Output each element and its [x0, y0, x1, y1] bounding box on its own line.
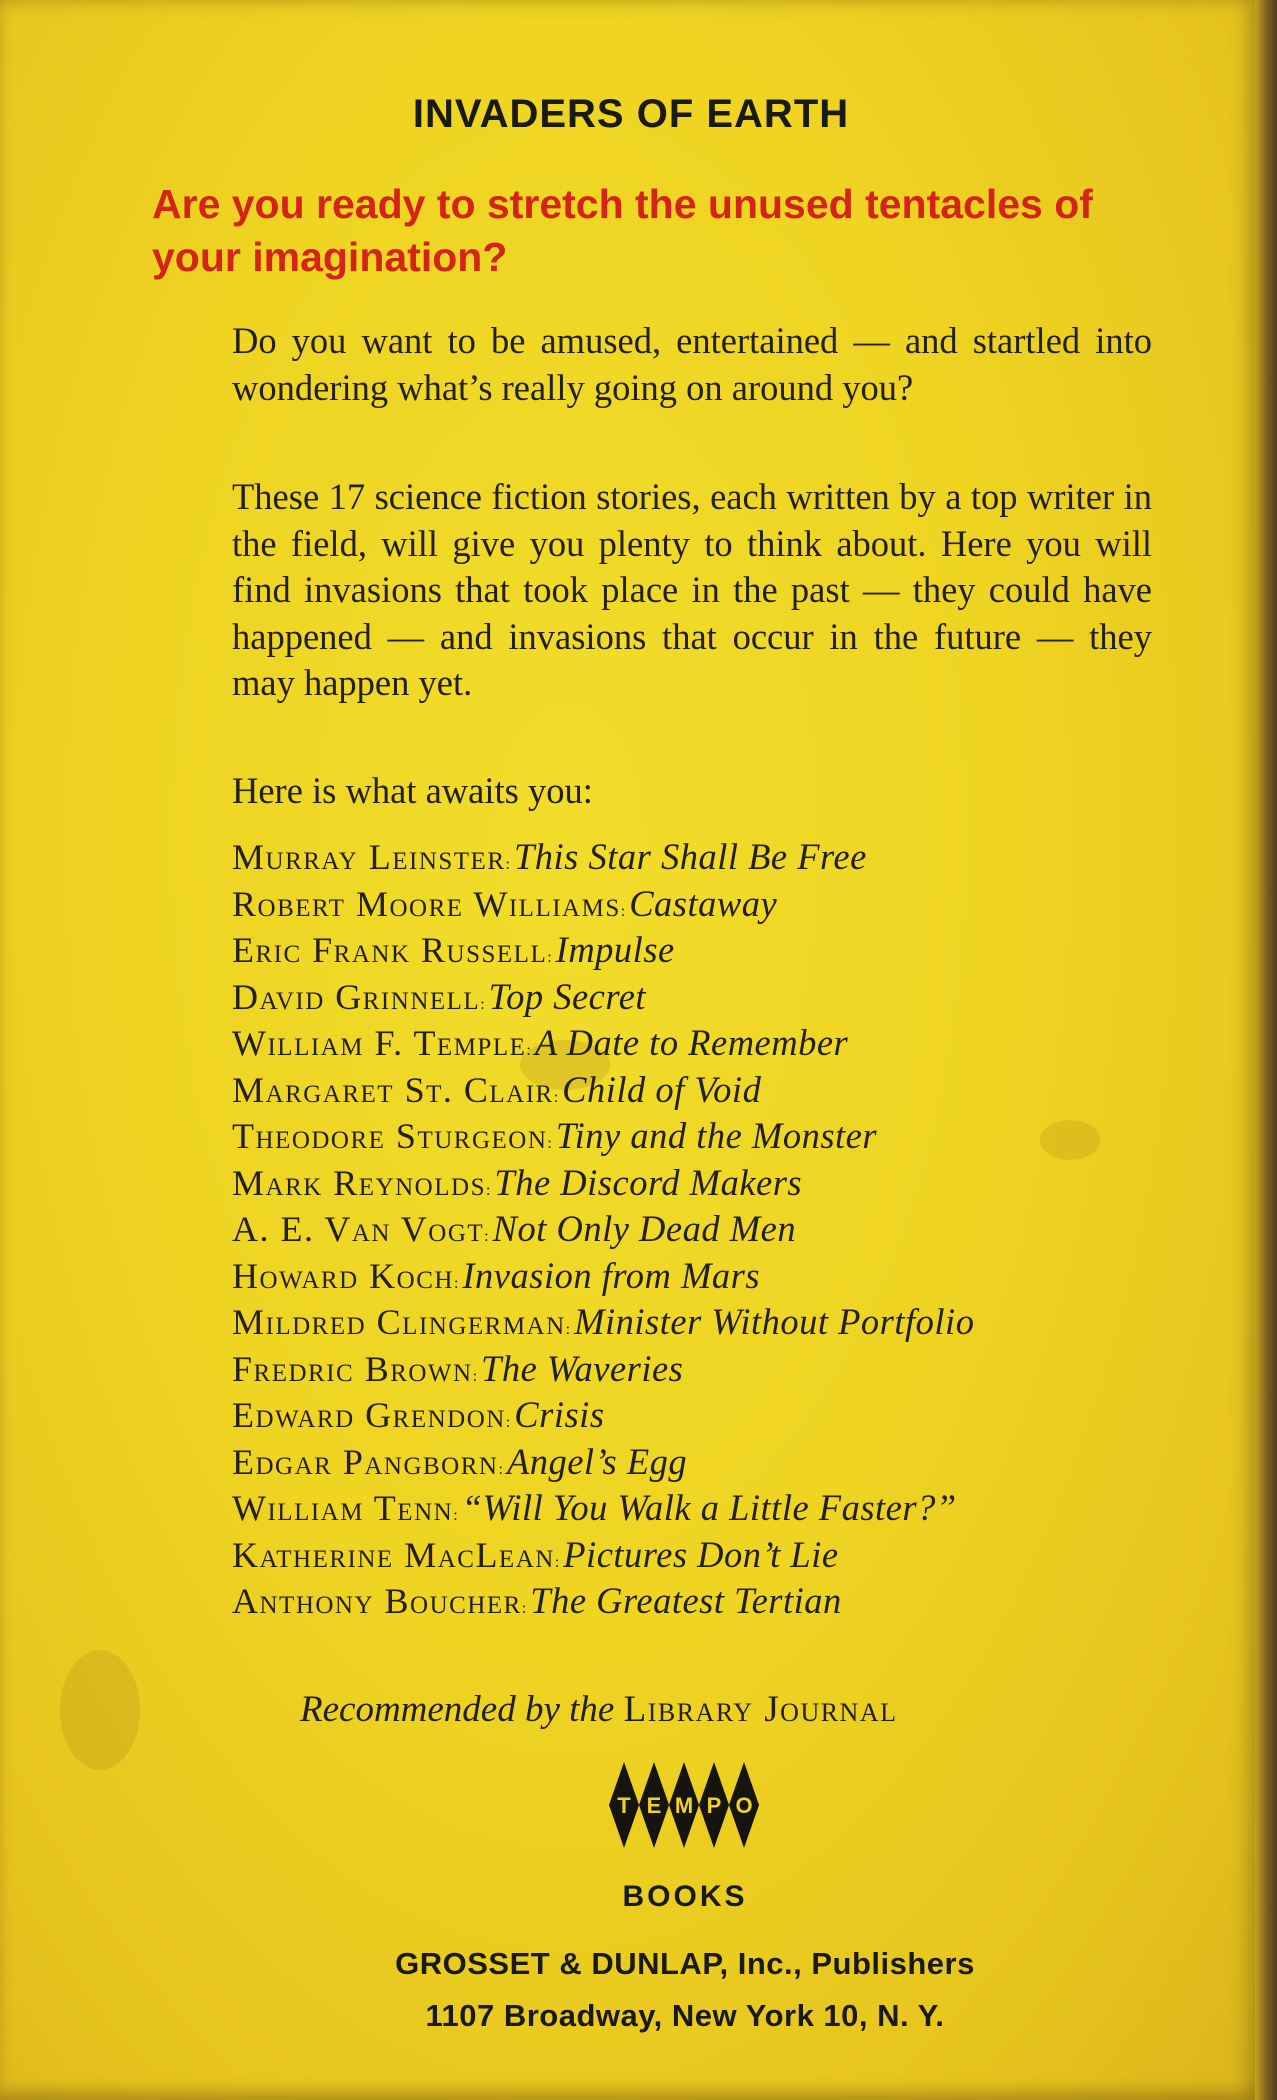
logo-subtitle: BOOKS [622, 1880, 748, 1913]
separator: : [453, 1507, 462, 1524]
story-title: Invasion from Mars [462, 1254, 761, 1296]
story-title: Tiny and the Monster [555, 1115, 878, 1156]
contents-entry [232, 1532, 1172, 1579]
tagline: Are you ready to stretch the unused tentacles of your imagination? [152, 181, 1093, 280]
logo-diamond [639, 1762, 669, 1848]
contents-entry [232, 927, 1172, 974]
story-title: Top Secret [488, 975, 647, 1017]
contents-entry [232, 1485, 1172, 1532]
contents-entry [232, 881, 1172, 928]
contents-intro: Here is what awaits you: [232, 770, 593, 811]
stain [60, 1650, 140, 1770]
contents-entry [232, 1578, 1172, 1625]
separator: : [547, 949, 556, 966]
separator: : [480, 995, 489, 1013]
separator: : [553, 1088, 563, 1106]
story-author: William Tenn [232, 1488, 454, 1528]
story-author: Margaret St. Clair [232, 1069, 554, 1110]
story-author: Eric Frank Russell [232, 930, 548, 970]
story-author: Anthony Boucher [232, 1581, 522, 1621]
separator: : [485, 1181, 495, 1199]
story-title: The Greatest Tertian [530, 1580, 842, 1621]
story-title: Minister Without Portfolio [574, 1301, 975, 1342]
separator: : [565, 1321, 575, 1338]
story-title: The Waveries [481, 1347, 684, 1389]
contents-entry [232, 1346, 1172, 1393]
contents-entry [232, 1439, 1172, 1486]
logo-letter: T [617, 1793, 631, 1818]
logo-diamond [609, 1762, 639, 1848]
separator: : [505, 1414, 515, 1431]
story-author: A. E. Van Vogt [232, 1209, 485, 1249]
story-author: David Grinnell [232, 976, 481, 1017]
story-title: Child of Void [562, 1068, 762, 1110]
story-title: Angel’s Egg [506, 1440, 688, 1482]
story-title: Not Only Dead Men [492, 1208, 797, 1249]
story-author: Howard Koch [232, 1255, 454, 1296]
story-author: Fredric Brown [232, 1348, 473, 1389]
logo-diamond [669, 1762, 699, 1848]
contents-entry [232, 974, 1172, 1021]
separator: : [554, 1553, 564, 1571]
story-title: “Will You Walk a Little Faster?” [461, 1487, 957, 1528]
publisher-address: 1107 Broadway, New York 10, N. Y. [425, 1998, 945, 2033]
contents-entry [232, 834, 1172, 881]
story-author: Edgar Pangborn [232, 1441, 499, 1482]
story-author: Katherine MacLean [232, 1534, 555, 1575]
story-author: William F. Temple [232, 1023, 527, 1063]
story-author: Mark Reynolds [232, 1162, 486, 1203]
separator: : [472, 1367, 482, 1385]
story-author: Mildred Clingerman [232, 1302, 566, 1342]
story-author: Edward Grendon [232, 1395, 506, 1435]
contents-entry [232, 1392, 1172, 1439]
logo-letter: M [674, 1793, 694, 1818]
logo-letter: P [706, 1793, 722, 1818]
publisher-name: GROSSET & DUNLAP, Inc., Publishers [395, 1946, 975, 1981]
story-title: Castaway [629, 882, 778, 924]
logo-letter: O [735, 1793, 753, 1818]
contents-entry [232, 1160, 1172, 1207]
book-title: INVADERS OF EARTH [412, 92, 850, 136]
separator: : [547, 1135, 556, 1152]
separator: : [526, 1042, 535, 1059]
tempo-logo [608, 1760, 760, 1850]
separator: : [521, 1600, 531, 1617]
separator: : [505, 856, 514, 873]
story-title: A Date to Remember [534, 1022, 849, 1063]
contents-entry [232, 1253, 1172, 1300]
contents-entry [232, 1113, 1172, 1160]
book-spine-edge [1255, 0, 1277, 2100]
separator: : [484, 1228, 493, 1245]
recommendation [300, 1688, 1200, 1731]
story-author: Murray Leinster [232, 837, 506, 877]
contents-list [232, 834, 1172, 1625]
logo-diamond [729, 1762, 759, 1848]
separator: : [498, 1460, 507, 1478]
story-title: Impulse [555, 929, 675, 970]
contents-entry [232, 1206, 1172, 1253]
recommendation-source: Library Journal [623, 1689, 898, 1730]
story-author: Theodore Sturgeon [232, 1116, 548, 1156]
contents-entry [232, 1299, 1172, 1346]
logo-diamond [699, 1762, 729, 1848]
description-paragraph: These 17 science fiction stories, each written by a top writer in the field, will give you plenty to think about. Here you will find invasions that took place in the past — they could have happened — and invasions that occur in the future — they may happen yet. [232, 476, 1152, 703]
story-title: Pictures Don’t Lie [563, 1533, 839, 1575]
story-title: This Star Shall Be Free [513, 836, 867, 877]
story-author: Robert Moore Williams [232, 883, 621, 924]
contents-entry [232, 1067, 1172, 1114]
contents-entry [232, 1020, 1172, 1067]
recommendation-prefix: Recommended by the [300, 1689, 615, 1730]
logo-letter: E [646, 1793, 662, 1818]
story-title: Crisis [514, 1394, 605, 1435]
intro-paragraph: Do you want to be amused, entertained — and startled into wondering what’s really going on around you? [232, 320, 1152, 408]
separator: : [453, 1274, 463, 1292]
separator: : [620, 902, 630, 920]
story-title: The Discord Makers [494, 1161, 803, 1203]
